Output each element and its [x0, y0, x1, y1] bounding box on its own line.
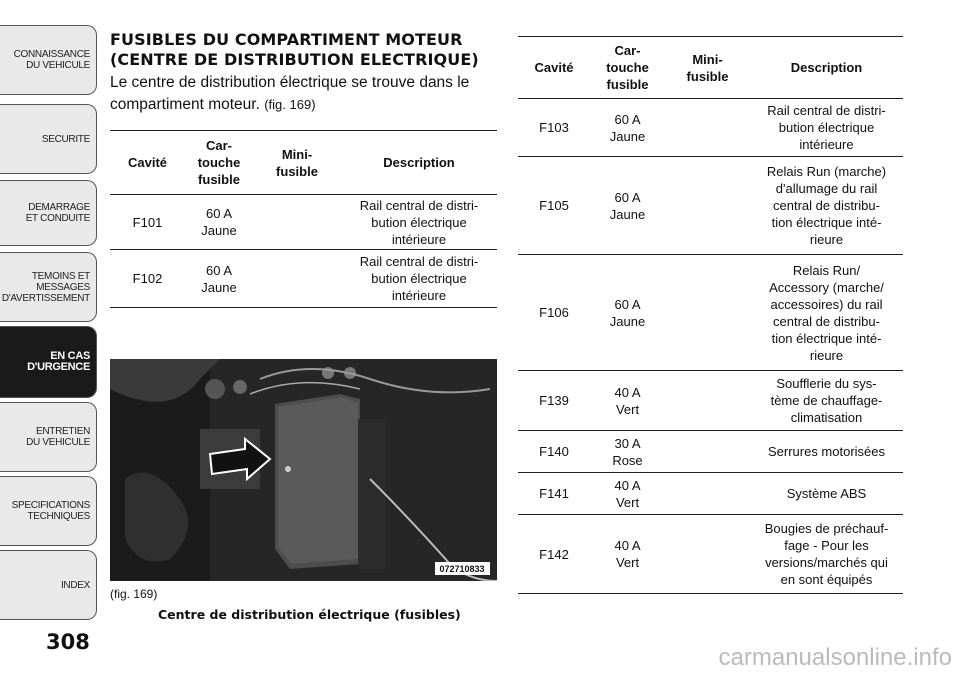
- cell-cavity: F141: [539, 486, 569, 501]
- header-cavity: Cavité: [534, 60, 574, 75]
- cell-cartridge: 40 A Vert: [614, 477, 641, 510]
- cell-cavity: F140: [539, 444, 569, 459]
- cell-mini: [665, 255, 750, 371]
- sidebar-tab-en-cas-urgence[interactable]: EN CAS D'URGENCE: [0, 326, 97, 398]
- fuse-table-2: [518, 36, 903, 594]
- sidebar-tab-specifications[interactable]: SPECIFICATIONS TECHNIQUES: [0, 476, 97, 546]
- cell-mini: [665, 515, 750, 594]
- sidebar-tab-index[interactable]: INDEX: [0, 550, 97, 620]
- cell-description: Rail central de distri- bution électrique intérieure: [359, 254, 479, 303]
- header-cartridge: Car- touche fusible: [197, 138, 241, 187]
- table-row: [518, 157, 903, 255]
- cell-cartridge: 60 A Jaune: [609, 296, 646, 329]
- cell-description: Serrures motorisées: [767, 444, 886, 459]
- table-row: [518, 515, 903, 594]
- fuse-table-1: [110, 130, 497, 308]
- table-row: [110, 250, 497, 308]
- section-title: FUSIBLES DU COMPARTIMENT MOTEUR (CENTRE DE DISTRIBUTION ELECTRIQUE): [110, 30, 479, 69]
- cell-cartridge: 30 A Rose: [612, 435, 643, 468]
- table-row: [518, 255, 903, 371]
- table-row: [518, 431, 903, 473]
- sidebar-tab-entretien[interactable]: ENTRETIEN DU VEHICULE: [0, 402, 97, 472]
- page-number: 308: [46, 630, 90, 654]
- table-row: [518, 99, 903, 157]
- cell-mini: [665, 157, 750, 255]
- cell-description: Système ABS: [786, 486, 867, 501]
- cell-mini: [665, 371, 750, 431]
- cell-description: Bougies de préchauf- fage - Pour les versions/marchés qui en sont équipés: [764, 521, 889, 587]
- cell-cartridge: 60 A Jaune: [201, 262, 237, 295]
- section-intro: [110, 72, 500, 116]
- header-mini: Mini- fusible: [686, 51, 729, 84]
- cell-cavity: F101: [132, 214, 163, 230]
- sidebar-tab-temoins[interactable]: TEMOINS ET MESSAGES D'AVERTISSEMENT: [0, 252, 97, 322]
- table-row: [518, 473, 903, 515]
- sidebar-tab-connaissance[interactable]: CONNAISSANCE DU VEHICULE: [0, 25, 97, 95]
- cell-mini: [665, 473, 750, 515]
- cell-description: Rail central de distri- bution électrique intérieure: [359, 197, 479, 247]
- cell-cavity: F106: [539, 305, 569, 320]
- cell-description: Relais Run/ Accessory (marche/ accessoires) du rail central de distribu- tion électrique inté- rieure: [769, 262, 884, 363]
- cell-mini: [253, 195, 341, 250]
- fuse-box-photo: [110, 359, 497, 581]
- intro-figure-ref: (fig. 169): [264, 97, 316, 112]
- cell-cavity: F102: [132, 271, 163, 286]
- figure-caption: Centre de distribution électrique (fusibles): [158, 607, 461, 622]
- figure-ref: (fig. 169): [110, 587, 158, 601]
- engine-bay-illustration: [110, 359, 497, 581]
- cell-description: Rail central de distri- bution électrique intérieure: [767, 103, 886, 152]
- sidebar-tab-securite[interactable]: SECURITE: [0, 104, 97, 174]
- cell-mini: [253, 250, 341, 308]
- intro-text: Le centre de distribution électrique se trouve dans le compartiment moteur.: [110, 74, 470, 113]
- cell-cavity: F105: [539, 198, 569, 213]
- sidebar-tab-demarrage[interactable]: DEMARRAGE ET CONDUITE: [0, 180, 97, 246]
- cell-cartridge: 60 A Jaune: [609, 111, 646, 144]
- cell-cartridge: 40 A Vert: [614, 384, 641, 417]
- cell-description: Soufflerie du sys- tème de chauffage- climatisation: [770, 376, 883, 425]
- header-description: Description: [383, 155, 455, 170]
- cell-mini: [665, 431, 750, 473]
- cell-cavity: F142: [539, 546, 569, 562]
- cell-cartridge: 40 A Vert: [614, 538, 641, 570]
- cell-mini: [665, 99, 750, 157]
- cell-cartridge: 60 A Jaune: [609, 189, 646, 222]
- cell-cartridge: 60 A Jaune: [201, 206, 237, 238]
- header-mini: Mini- fusible: [276, 146, 318, 179]
- cell-cavity: F103: [539, 120, 569, 135]
- table-row: [518, 371, 903, 431]
- watermark: carmanualsonline.info: [718, 644, 952, 671]
- table-row: [110, 195, 497, 250]
- cell-cavity: F139: [539, 393, 569, 408]
- header-cavity: Cavité: [127, 155, 168, 170]
- header-description: Description: [790, 60, 863, 75]
- cell-description: Relais Run (marche) d'allumage du rail central de distribu- tion électrique inté- rieure: [766, 164, 887, 247]
- header-cartridge: Car- touche fusible: [606, 43, 649, 92]
- image-code: 072710833: [439, 564, 485, 574]
